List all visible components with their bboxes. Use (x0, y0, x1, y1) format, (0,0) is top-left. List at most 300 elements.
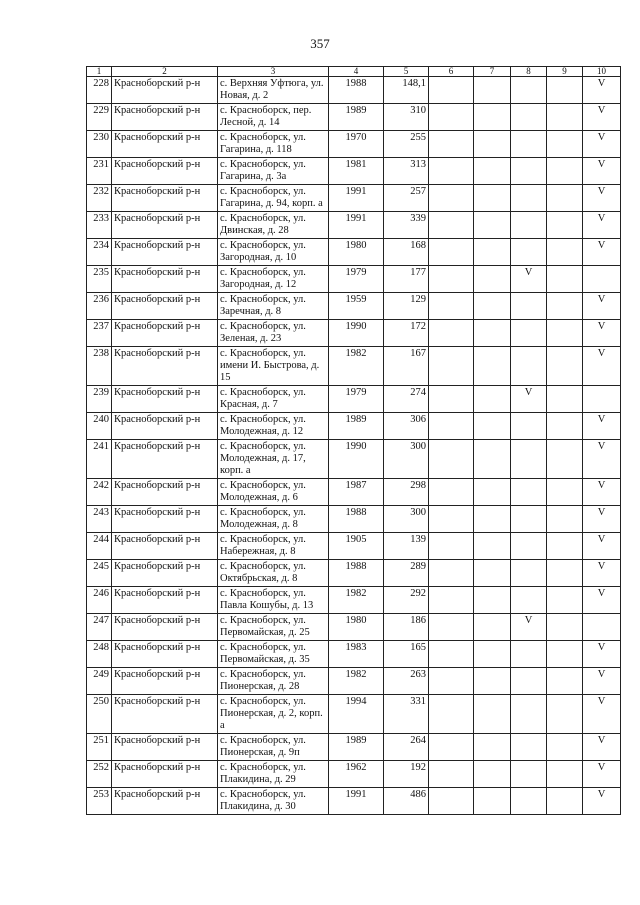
district-cell: Красноборский р-н (112, 77, 218, 104)
year-cell: 1970 (329, 131, 384, 158)
column-9-cell (547, 104, 583, 131)
table-row (87, 293, 621, 320)
row-number: 230 (87, 131, 112, 158)
column-9-cell (547, 386, 583, 413)
year-cell: 1980 (329, 239, 384, 266)
column-6-cell (429, 104, 474, 131)
area-cell: 264 (384, 734, 429, 761)
column-8-mark (511, 479, 547, 506)
column-10-mark: V (583, 668, 621, 695)
column-header: 6 (429, 67, 474, 77)
column-8-mark (511, 761, 547, 788)
area-cell: 168 (384, 239, 429, 266)
column-header: 10 (583, 67, 621, 77)
address-cell: с. Красноборск, ул. Загородная, д. 10 (218, 239, 329, 266)
row-number: 233 (87, 212, 112, 239)
column-8-mark (511, 440, 547, 479)
area-cell: 339 (384, 212, 429, 239)
year-cell: 1982 (329, 587, 384, 614)
area-cell: 289 (384, 560, 429, 587)
column-6-cell (429, 77, 474, 104)
column-7-cell (474, 587, 511, 614)
address-cell: с. Красноборск, ул. Пионерская, д. 9п (218, 734, 329, 761)
table-row (87, 212, 621, 239)
column-10-mark: V (583, 212, 621, 239)
column-10-mark: V (583, 413, 621, 440)
district-cell: Красноборский р-н (112, 788, 218, 815)
row-number: 244 (87, 533, 112, 560)
column-8-mark (511, 320, 547, 347)
district-cell: Красноборский р-н (112, 668, 218, 695)
year-cell: 1994 (329, 695, 384, 734)
column-9-cell (547, 587, 583, 614)
area-cell: 257 (384, 185, 429, 212)
area-cell: 298 (384, 479, 429, 506)
column-9-cell (547, 320, 583, 347)
table-row (87, 320, 621, 347)
address-cell: с. Красноборск, ул. Молодежная, д. 17, корп. а (218, 440, 329, 479)
district-cell: Красноборский р-н (112, 734, 218, 761)
column-7-cell (474, 185, 511, 212)
address-cell: с. Красноборск, ул. Гагарина, д. 94, корп. а (218, 185, 329, 212)
column-10-mark: V (583, 587, 621, 614)
column-6-cell (429, 761, 474, 788)
row-number: 238 (87, 347, 112, 386)
column-9-cell (547, 212, 583, 239)
column-7-cell (474, 413, 511, 440)
year-cell: 1981 (329, 158, 384, 185)
year-cell: 1991 (329, 212, 384, 239)
table-row (87, 239, 621, 266)
table-row (87, 668, 621, 695)
column-6-cell (429, 293, 474, 320)
column-10-mark: V (583, 104, 621, 131)
table-row (87, 347, 621, 386)
district-cell: Красноборский р-н (112, 479, 218, 506)
area-cell: 148,1 (384, 77, 429, 104)
column-10-mark: V (583, 77, 621, 104)
column-10-mark: V (583, 293, 621, 320)
table-row (87, 788, 621, 815)
row-number: 248 (87, 641, 112, 668)
column-6-cell (429, 413, 474, 440)
column-8-mark (511, 560, 547, 587)
column-7-cell (474, 77, 511, 104)
address-cell: с. Красноборск, ул. Заречная, д. 8 (218, 293, 329, 320)
district-cell: Красноборский р-н (112, 506, 218, 533)
area-cell: 292 (384, 587, 429, 614)
column-7-cell (474, 293, 511, 320)
address-cell: с. Красноборск, ул. Красная, д. 7 (218, 386, 329, 413)
column-7-cell (474, 506, 511, 533)
district-cell: Красноборский р-н (112, 560, 218, 587)
address-cell: с. Красноборск, ул. Пионерская, д. 2, корп. а (218, 695, 329, 734)
year-cell: 1962 (329, 761, 384, 788)
page-number: 357 (310, 36, 330, 51)
row-number: 253 (87, 788, 112, 815)
address-cell: с. Красноборск, ул. Набережная, д. 8 (218, 533, 329, 560)
column-8-mark (511, 185, 547, 212)
year-cell: 1988 (329, 77, 384, 104)
column-8-mark (511, 533, 547, 560)
row-number: 241 (87, 440, 112, 479)
table-row (87, 440, 621, 479)
column-10-mark: V (583, 695, 621, 734)
column-9-cell (547, 734, 583, 761)
column-6-cell (429, 587, 474, 614)
address-cell: с. Красноборск, ул. Зеленая, д. 23 (218, 320, 329, 347)
column-7-cell (474, 440, 511, 479)
district-cell: Красноборский р-н (112, 440, 218, 479)
column-10-mark (583, 266, 621, 293)
column-10-mark: V (583, 158, 621, 185)
column-10-mark: V (583, 239, 621, 266)
column-10-mark: V (583, 788, 621, 815)
year-cell: 1989 (329, 734, 384, 761)
column-header: 1 (87, 67, 112, 77)
area-cell: 129 (384, 293, 429, 320)
table-row (87, 158, 621, 185)
area-cell: 139 (384, 533, 429, 560)
column-7-cell (474, 266, 511, 293)
row-number: 235 (87, 266, 112, 293)
year-cell: 1980 (329, 614, 384, 641)
address-cell: с. Красноборск, ул. Гагарина, д. 3а (218, 158, 329, 185)
column-8-mark (511, 506, 547, 533)
column-10-mark: V (583, 347, 621, 386)
year-cell: 1979 (329, 386, 384, 413)
year-cell: 1987 (329, 479, 384, 506)
area-cell: 192 (384, 761, 429, 788)
column-10-mark: V (583, 440, 621, 479)
row-number: 231 (87, 158, 112, 185)
address-cell: с. Красноборск, ул. Молодежная, д. 6 (218, 479, 329, 506)
area-cell: 177 (384, 266, 429, 293)
column-header: 8 (511, 67, 547, 77)
row-number: 229 (87, 104, 112, 131)
column-10-mark: V (583, 761, 621, 788)
district-cell: Красноборский р-н (112, 695, 218, 734)
column-9-cell (547, 560, 583, 587)
address-cell: с. Верхняя Уфтюга, ул. Новая, д. 2 (218, 77, 329, 104)
row-number: 237 (87, 320, 112, 347)
column-10-mark: V (583, 560, 621, 587)
column-7-cell (474, 614, 511, 641)
column-9-cell (547, 185, 583, 212)
column-7-cell (474, 239, 511, 266)
column-8-mark (511, 587, 547, 614)
year-cell: 1989 (329, 104, 384, 131)
row-number: 249 (87, 668, 112, 695)
column-7-cell (474, 320, 511, 347)
column-9-cell (547, 761, 583, 788)
table-row (87, 266, 621, 293)
column-6-cell (429, 386, 474, 413)
column-8-mark (511, 293, 547, 320)
column-9-cell (547, 239, 583, 266)
district-cell: Красноборский р-н (112, 212, 218, 239)
year-cell: 1905 (329, 533, 384, 560)
column-10-mark (583, 386, 621, 413)
year-cell: 1983 (329, 641, 384, 668)
column-9-cell (547, 293, 583, 320)
row-number: 251 (87, 734, 112, 761)
table-row (87, 695, 621, 734)
column-6-cell (429, 347, 474, 386)
address-cell: с. Красноборск, ул. Двинская, д. 28 (218, 212, 329, 239)
row-number: 239 (87, 386, 112, 413)
column-header: 2 (112, 67, 218, 77)
area-cell: 331 (384, 695, 429, 734)
address-cell: с. Красноборск, ул. имени И. Быстрова, д. 15 (218, 347, 329, 386)
column-7-cell (474, 668, 511, 695)
year-cell: 1988 (329, 506, 384, 533)
column-10-mark: V (583, 185, 621, 212)
column-9-cell (547, 347, 583, 386)
row-number: 242 (87, 479, 112, 506)
column-7-cell (474, 386, 511, 413)
column-6-cell (429, 440, 474, 479)
area-cell: 310 (384, 104, 429, 131)
column-8-mark (511, 239, 547, 266)
column-header: 3 (218, 67, 329, 77)
column-10-mark: V (583, 479, 621, 506)
column-9-cell (547, 614, 583, 641)
table-row (87, 506, 621, 533)
table-row (87, 386, 621, 413)
column-9-cell (547, 788, 583, 815)
table-row (87, 77, 621, 104)
column-7-cell (474, 560, 511, 587)
column-8-mark (511, 131, 547, 158)
column-10-mark (583, 614, 621, 641)
area-cell: 274 (384, 386, 429, 413)
area-cell: 486 (384, 788, 429, 815)
district-cell: Красноборский р-н (112, 266, 218, 293)
column-7-cell (474, 479, 511, 506)
address-cell: с. Красноборск, ул. Первомайская, д. 25 (218, 614, 329, 641)
column-6-cell (429, 734, 474, 761)
district-cell: Красноборский р-н (112, 587, 218, 614)
column-6-cell (429, 641, 474, 668)
district-cell: Красноборский р-н (112, 131, 218, 158)
column-7-cell (474, 158, 511, 185)
column-8-mark (511, 668, 547, 695)
year-cell: 1982 (329, 668, 384, 695)
column-9-cell (547, 533, 583, 560)
district-cell: Красноборский р-н (112, 347, 218, 386)
address-cell: с. Красноборск, ул. Молодежная, д. 12 (218, 413, 329, 440)
address-cell: с. Красноборск, ул. Первомайская, д. 35 (218, 641, 329, 668)
column-9-cell (547, 77, 583, 104)
column-9-cell (547, 266, 583, 293)
column-7-cell (474, 104, 511, 131)
column-8-mark (511, 77, 547, 104)
column-header-row (87, 67, 621, 77)
column-6-cell (429, 131, 474, 158)
column-7-cell (474, 641, 511, 668)
housing-registry-table (86, 66, 621, 815)
area-cell: 313 (384, 158, 429, 185)
column-9-cell (547, 641, 583, 668)
address-cell: с. Красноборск, ул. Октябрьская, д. 8 (218, 560, 329, 587)
row-number: 246 (87, 587, 112, 614)
table-row (87, 761, 621, 788)
row-number: 234 (87, 239, 112, 266)
table-row (87, 104, 621, 131)
column-9-cell (547, 479, 583, 506)
row-number: 240 (87, 413, 112, 440)
column-7-cell (474, 761, 511, 788)
area-cell: 300 (384, 440, 429, 479)
table-row (87, 185, 621, 212)
district-cell: Красноборский р-н (112, 293, 218, 320)
row-number: 252 (87, 761, 112, 788)
row-number: 236 (87, 293, 112, 320)
year-cell: 1989 (329, 413, 384, 440)
column-8-mark (511, 695, 547, 734)
area-cell: 263 (384, 668, 429, 695)
table-row (87, 614, 621, 641)
column-6-cell (429, 479, 474, 506)
column-9-cell (547, 440, 583, 479)
address-cell: с. Красноборск, ул. Павла Кошубы, д. 13 (218, 587, 329, 614)
column-8-mark (511, 788, 547, 815)
district-cell: Красноборский р-н (112, 614, 218, 641)
column-header: 4 (329, 67, 384, 77)
district-cell: Красноборский р-н (112, 761, 218, 788)
district-cell: Красноборский р-н (112, 185, 218, 212)
column-6-cell (429, 560, 474, 587)
column-10-mark: V (583, 533, 621, 560)
column-7-cell (474, 533, 511, 560)
column-10-mark: V (583, 131, 621, 158)
column-8-mark (511, 104, 547, 131)
area-cell: 306 (384, 413, 429, 440)
table-row (87, 734, 621, 761)
year-cell: 1979 (329, 266, 384, 293)
area-cell: 172 (384, 320, 429, 347)
district-cell: Красноборский р-н (112, 104, 218, 131)
column-7-cell (474, 347, 511, 386)
table-row (87, 587, 621, 614)
column-10-mark: V (583, 320, 621, 347)
table-row (87, 131, 621, 158)
column-6-cell (429, 212, 474, 239)
year-cell: 1990 (329, 320, 384, 347)
column-7-cell (474, 131, 511, 158)
year-cell: 1991 (329, 788, 384, 815)
column-7-cell (474, 212, 511, 239)
row-number: 243 (87, 506, 112, 533)
column-6-cell (429, 668, 474, 695)
column-6-cell (429, 239, 474, 266)
column-6-cell (429, 506, 474, 533)
column-9-cell (547, 668, 583, 695)
column-6-cell (429, 788, 474, 815)
district-cell: Красноборский р-н (112, 641, 218, 668)
year-cell: 1959 (329, 293, 384, 320)
table-row (87, 533, 621, 560)
column-9-cell (547, 158, 583, 185)
year-cell: 1990 (329, 440, 384, 479)
column-7-cell (474, 695, 511, 734)
district-cell: Красноборский р-н (112, 158, 218, 185)
table-row (87, 479, 621, 506)
column-9-cell (547, 506, 583, 533)
column-8-mark: V (511, 386, 547, 413)
row-number: 250 (87, 695, 112, 734)
column-6-cell (429, 185, 474, 212)
row-number: 232 (87, 185, 112, 212)
area-cell: 165 (384, 641, 429, 668)
column-9-cell (547, 413, 583, 440)
column-6-cell (429, 614, 474, 641)
column-header: 7 (474, 67, 511, 77)
column-8-mark (511, 413, 547, 440)
address-cell: с. Красноборск, ул. Пионерская, д. 28 (218, 668, 329, 695)
year-cell: 1988 (329, 560, 384, 587)
district-cell: Красноборский р-н (112, 239, 218, 266)
table-row (87, 413, 621, 440)
row-number: 247 (87, 614, 112, 641)
address-cell: с. Красноборск, ул. Плакидина, д. 30 (218, 788, 329, 815)
district-cell: Красноборский р-н (112, 386, 218, 413)
address-cell: с. Красноборск, ул. Загородная, д. 12 (218, 266, 329, 293)
column-9-cell (547, 131, 583, 158)
column-7-cell (474, 788, 511, 815)
address-cell: с. Красноборск, ул. Молодежная, д. 8 (218, 506, 329, 533)
address-cell: с. Красноборск, ул. Плакидина, д. 29 (218, 761, 329, 788)
column-10-mark: V (583, 641, 621, 668)
column-8-mark: V (511, 614, 547, 641)
column-6-cell (429, 158, 474, 185)
row-number: 228 (87, 77, 112, 104)
table-body (87, 67, 621, 815)
column-header: 9 (547, 67, 583, 77)
column-8-mark (511, 212, 547, 239)
table-row (87, 560, 621, 587)
area-cell: 300 (384, 506, 429, 533)
column-8-mark (511, 734, 547, 761)
column-10-mark: V (583, 506, 621, 533)
column-9-cell (547, 695, 583, 734)
district-cell: Красноборский р-н (112, 320, 218, 347)
row-number: 245 (87, 560, 112, 587)
column-6-cell (429, 266, 474, 293)
area-cell: 186 (384, 614, 429, 641)
column-8-mark: V (511, 266, 547, 293)
area-cell: 255 (384, 131, 429, 158)
column-7-cell (474, 734, 511, 761)
year-cell: 1991 (329, 185, 384, 212)
table-row (87, 641, 621, 668)
column-8-mark (511, 158, 547, 185)
area-cell: 167 (384, 347, 429, 386)
column-header: 5 (384, 67, 429, 77)
column-8-mark (511, 347, 547, 386)
column-6-cell (429, 695, 474, 734)
column-6-cell (429, 320, 474, 347)
address-cell: с. Красноборск, ул. Гагарина, д. 118 (218, 131, 329, 158)
column-8-mark (511, 641, 547, 668)
district-cell: Красноборский р-н (112, 533, 218, 560)
address-cell: с. Красноборск, пер. Лесной, д. 14 (218, 104, 329, 131)
year-cell: 1982 (329, 347, 384, 386)
column-10-mark: V (583, 734, 621, 761)
column-6-cell (429, 533, 474, 560)
district-cell: Красноборский р-н (112, 413, 218, 440)
